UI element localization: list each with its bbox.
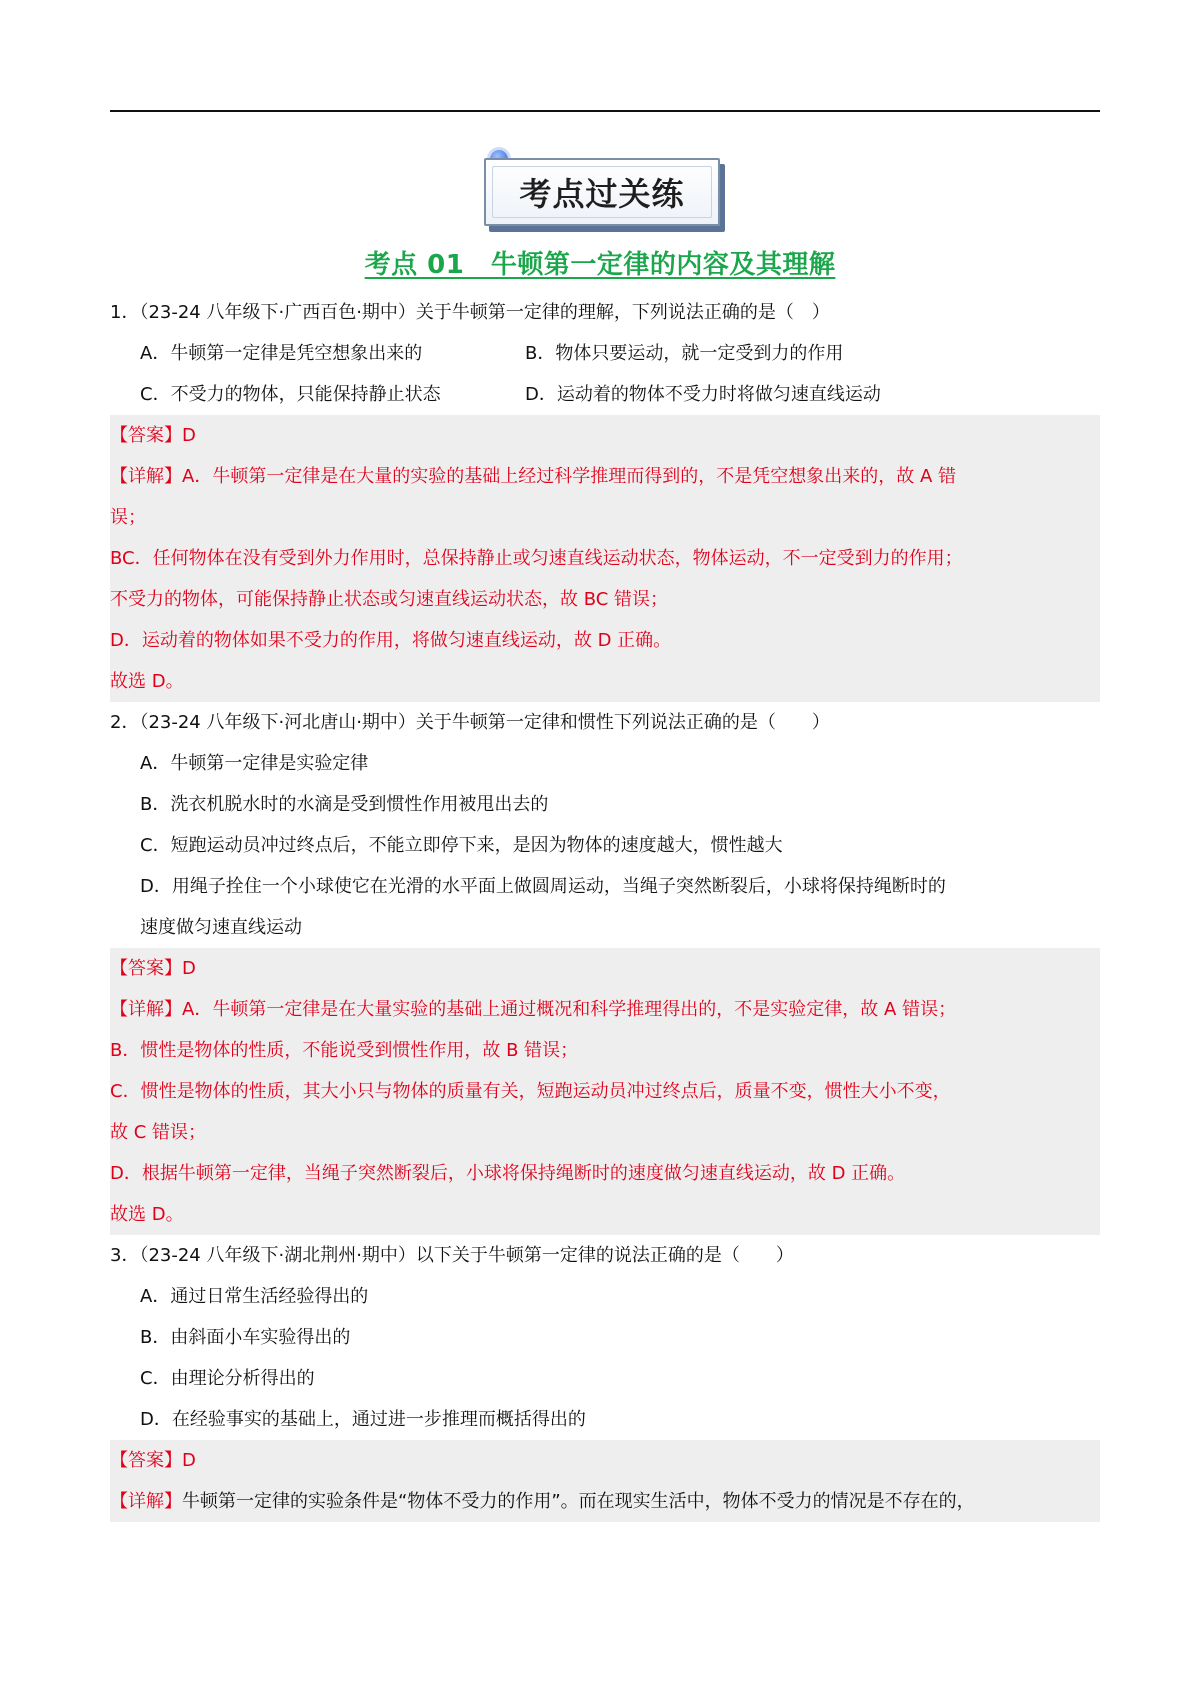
q1-detail-line: D．运动着的物体如果不受力的作用，将做匀速直线运动，故 D 正确。	[110, 630, 672, 651]
q2-detail-line: B．惯性是物体的性质，不能说受到惯性作用，故 B 错误；	[110, 1040, 579, 1061]
q2-answer-block	[110, 948, 1100, 1235]
q1-detail-line: 不受力的物体，可能保持静止状态或匀速直线运动状态，故 BC 错误；	[110, 589, 669, 610]
q1-detail-line: 故选 D。	[110, 671, 184, 692]
q1-options-row-2	[110, 374, 1100, 415]
q3-answer-block	[110, 1440, 1100, 1522]
q2-answer: 【答案】D	[110, 958, 196, 979]
q2-option-d-cont: 速度做匀速直线运动	[140, 917, 302, 938]
q1-option-b: B．物体只要运动，就一定受到力的作用	[525, 343, 844, 364]
q3-detail-tag: 【详解】	[110, 1491, 182, 1512]
q1-stem: 1．（23-24 八年级下·广西百色·期中）关于牛顿第一定律的理解，下列说法正确的是（ ）	[110, 302, 830, 323]
q3-option-c: C．由理论分析得出的	[140, 1368, 315, 1389]
header-rule	[110, 110, 1100, 112]
q3-option-d: D．在经验事实的基础上，通过进一步推理而概括得出的	[140, 1409, 586, 1430]
section-title: 考点 01 牛顿第一定律的内容及其理解	[364, 250, 836, 280]
q2-detail-line: D．根据牛顿第一定律，当绳子突然断裂后，小球将保持绳断时的速度做匀速直线运动，故 D 正确。	[110, 1163, 906, 1184]
banner-title: 考点过关练	[519, 175, 685, 213]
q3-stem: 3．（23-24 八年级下·湖北荆州·期中）以下关于牛顿第一定律的说法正确的是（ ）	[110, 1245, 794, 1266]
q3-detail-text: 牛顿第一定律的实验条件是“物体不受力的作用”。而在现实生活中，物体不受力的情况是不存在的，	[182, 1491, 975, 1512]
q2-stem: 2．（23-24 八年级下·河北唐山·期中）关于牛顿第一定律和惯性下列说法正确的是（ ）	[110, 712, 830, 733]
q3-option-a: A．通过日常生活经验得出的	[140, 1286, 369, 1307]
q3-option-b: B．由斜面小车实验得出的	[140, 1327, 351, 1348]
q1-option-c: C．不受力的物体，只能保持静止状态	[140, 384, 441, 405]
q3-answer: 【答案】D	[110, 1450, 196, 1471]
q1-detail-line: 【详解】A．牛顿第一定律是在大量的实验的基础上经过科学推理而得到的，不是凭空想象出来的，故 A 错	[110, 466, 957, 487]
q1-option-d: D．运动着的物体不受力时将做匀速直线运动	[525, 384, 881, 405]
q1-detail-line: BC．任何物体在没有受到外力作用时，总保持静止或匀速直线运动状态，物体运动，不一定受到力的作用；	[110, 548, 963, 569]
q1-answer: 【答案】D	[110, 425, 196, 446]
q2-detail-line: 故 C 错误；	[110, 1122, 207, 1143]
q2-option-a: A．牛顿第一定律是实验定律	[140, 753, 369, 774]
q1-answer-block	[110, 415, 1100, 702]
q2-option-c: C．短跑运动员冲过终点后，不能立即停下来，是因为物体的速度越大，惯性越大	[140, 835, 783, 856]
q2-option-b: B．洗衣机脱水时的水滴是受到惯性作用被甩出去的	[140, 794, 549, 815]
q1-options-row-1	[110, 333, 1100, 374]
document-body	[110, 292, 1100, 1522]
q2-detail-line: 故选 D。	[110, 1204, 184, 1225]
banner	[0, 150, 1200, 234]
banner-box	[484, 158, 720, 226]
q2-detail-line: C．惯性是物体的性质，其大小只与物体的质量有关，短跑运动员冲过终点后，质量不变，惯性大小不变，	[110, 1081, 951, 1102]
q2-detail-line: 【详解】A．牛顿第一定律是在大量实验的基础上通过概况和科学推理得出的，不是实验定律，故 A 错误；	[110, 999, 957, 1020]
q3-detail-line	[110, 1481, 1100, 1522]
q1-detail-line: 误；	[110, 507, 146, 528]
q2-option-d: D．用绳子拴住一个小球使它在光滑的水平面上做圆周运动，当绳子突然断裂后，小球将保持绳断时的	[140, 876, 946, 897]
q1-option-a: A．牛顿第一定律是凭空想象出来的	[140, 343, 423, 364]
